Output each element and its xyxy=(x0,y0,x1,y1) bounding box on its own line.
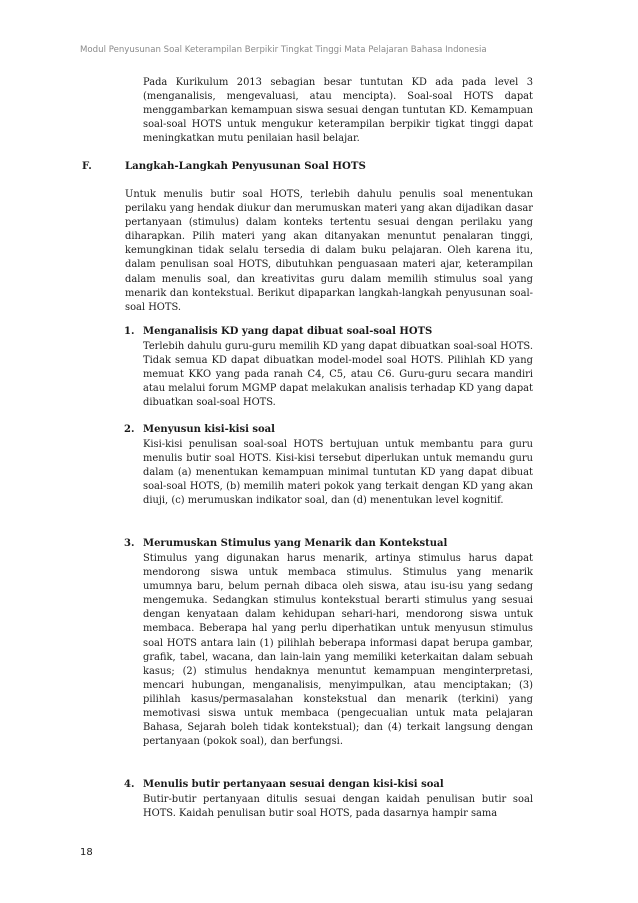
item-1-heading xyxy=(124,326,432,337)
item-3-heading xyxy=(124,538,447,549)
item-1-body: Terlebih dahulu guru-guru memilih KD yang dapat dibuatkan soal-soal HOTS. Tidak semua KD dapat dibuatkan model-model soal HOTS. Pilihlah KD yang memuat KKO yang pada ranah C4, C5, atau C6. Guru-guru secara mandiri atau melalui forum MGMP dapat melakukan analisis terhadap KD yang dapat dibuatkan soal-soal HOTS. xyxy=(143,341,533,409)
item-3-number: 3. xyxy=(124,538,135,549)
page-number: 18 xyxy=(80,847,93,858)
item-2-title: Menyusun kisi-kisi soal xyxy=(143,424,275,435)
item-1-title: Menganalisis KD yang dapat dibuat soal-soal HOTS xyxy=(143,326,433,337)
section-heading xyxy=(82,160,366,172)
item-4-body: Butir-butir pertanyaan ditulis sesuai dengan kaidah penulisan butir soal HOTS. Kaidah penulisan butir soal HOTS, pada dasarnya hampir sama xyxy=(143,794,533,820)
section-label: F. xyxy=(82,160,92,172)
running-header: Modul Penyusunan Soal Keterampilan Berpikir Tingkat Tinggi Mata Pelajaran Bahasa Indonesia xyxy=(80,45,487,55)
section-text: Untuk menulis butir soal HOTS, terlebih dahulu penulis soal menentukan perilaku yang hendak diukur dan merumuskan materi yang akan dijadikan dasar pertanyaan (stimulus) dalam konteks tertentu sesuai dengan perilaku yang diharapkan. Pilih materi yang akan ditanyakan menuntut penalaran tinggi, kemungkinan tidak selalu tersedia di dalam buku pelajaran. Oleh karena itu, dalam penulisan soal HOTS, dibutuhkan penguasaan materi ajar, keterampilan dalam menulis soal, dan kreativitas guru dalam memilih stimulus soal yang menarik dan kontekstual. Berikut dipaparkan langkah-langkah penyusunan soal-soal HOTS. xyxy=(125,189,533,313)
section-paragraph xyxy=(125,188,533,315)
item-3-body: Stimulus yang digunakan harus menarik, artinya stimulus harus dapat mendorong siswa untuk membaca stimulus. Stimulus yang menarik umumnya baru, belum pernah dibaca oleh siswa, atau isu-isu yang sedang mengemuka. Sedangkan stimulus kontekstual berarti stimulus yang sesuai dengan kenyataan dalam kehidupan sehari-hari, mendorong siswa untuk membaca. Beberapa hal yang perlu diperhatikan untuk menyusun stimulus soal HOTS antara lain (1) pilihlah beberapa informasi dapat berupa gambar, grafik, tabel, wacana, dan lain-lain yang memiliki keterkaitan dalam sebuah kasus; (2) stimulus hendaknya menuntut kemampuan menginterpretasi, mencari hubungan, menganalisis, menyimpulkan, atau menciptakan; (3) pilihlah kasus/permasalahan konstekstual dan menarik (terkini) yang memotivasi siswa untuk membaca (pengecualian untuk mata pelajaran Bahasa, Sejarah boleh tidak kontekstual); dan (4) terkait langsung dengan pertanyaan (pokok soal), dan berfungsi. xyxy=(143,553,533,748)
item-2-body: Kisi-kisi penulisan soal-soal HOTS bertujuan untuk membantu para guru menulis butir soal HOTS. Kisi-kisi tersebut diperlukan untuk memandu guru dalam (a) menentukan kemampuan minimal tuntutan KD yang dapat dibuat soal-soal HOTS, (b) memilih materi pokok yang terkait dengan KD yang akan diuji, (c) merumuskan indikator soal, dan (d) menentukan level kognitif. xyxy=(143,439,533,507)
intro-text: Pada Kurikulum 2013 sebagian besar tuntutan KD ada pada level 3 (menganalisis, mengevaluasi, atau mencipta). Soal-soal HOTS dapat menggambarkan kemampuan siswa sesuai dengan tuntutan KD. Kemampuan soal-soal HOTS untuk mengukur keterampilan berpikir tigkat tinggi dapat meningkatkan mutu penilaian hasil belajar. xyxy=(143,77,533,145)
item-1-number: 1. xyxy=(124,326,135,337)
item-4-heading xyxy=(124,779,444,790)
intro-paragraph xyxy=(143,76,533,146)
item-2-heading xyxy=(124,424,275,435)
item-3-title: Merumuskan Stimulus yang Menarik dan Kontekstual xyxy=(143,538,448,549)
item-2-number: 2. xyxy=(124,424,135,435)
item-4-title: Menulis butir pertanyaan sesuai dengan kisi-kisi soal xyxy=(143,779,444,790)
item-4-number: 4. xyxy=(124,779,135,790)
section-title: Langkah-Langkah Penyusunan Soal HOTS xyxy=(125,160,366,172)
